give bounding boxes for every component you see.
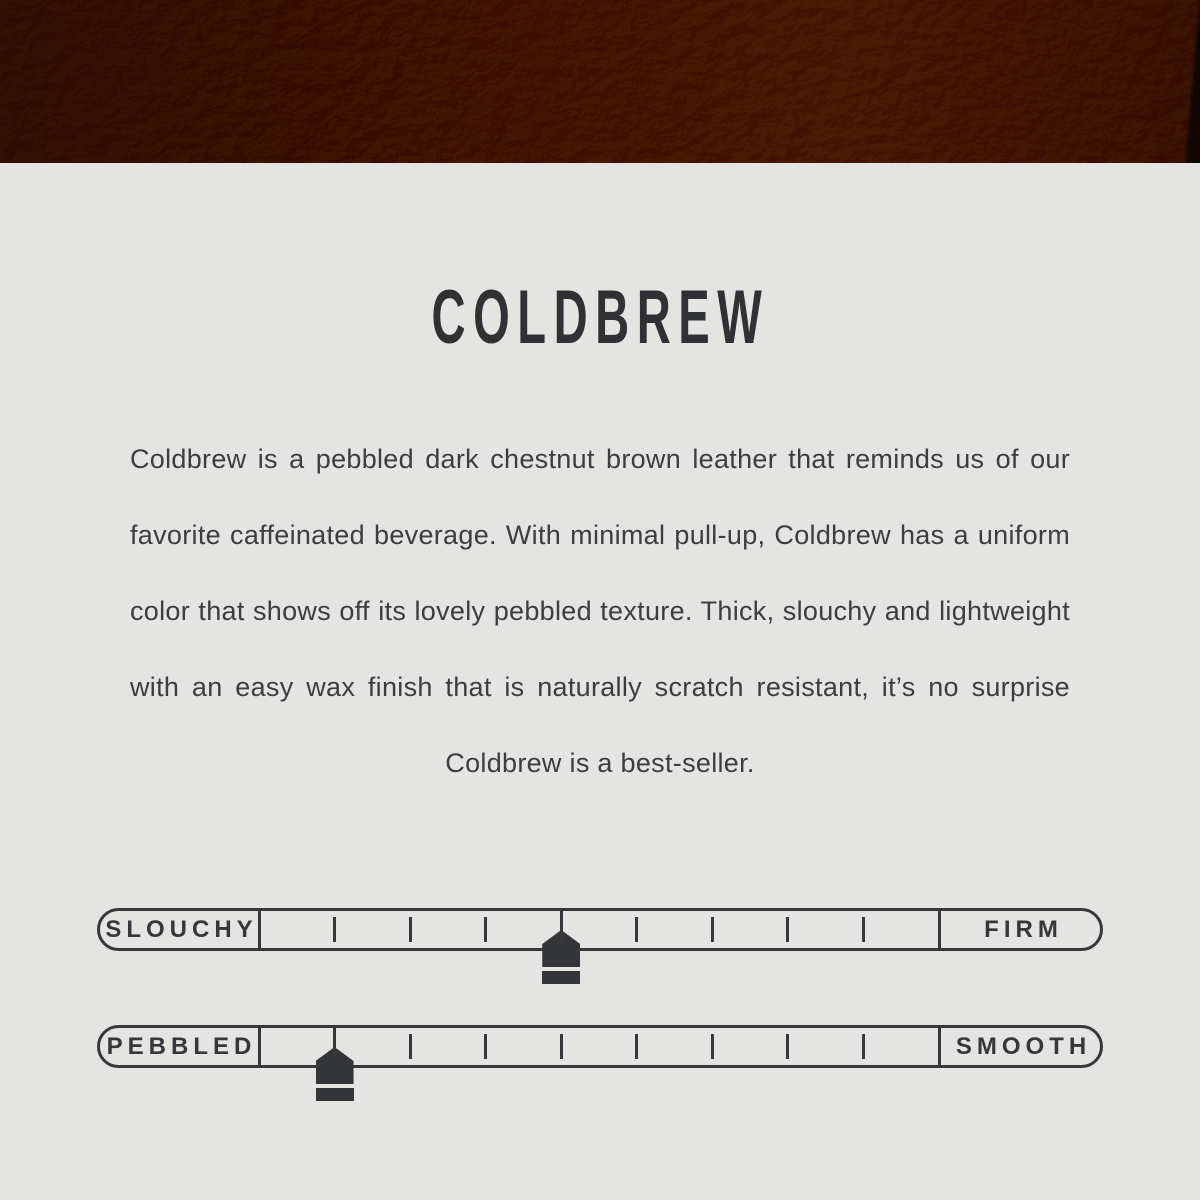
attribute-scales	[0, 908, 1200, 1068]
tick-mark	[484, 917, 487, 942]
scale-left-label: PEBBLED	[106, 1032, 257, 1060]
scale-right-label: FIRM	[984, 915, 1063, 943]
tick-mark	[333, 917, 336, 942]
tick-mark	[560, 1034, 563, 1059]
page-title	[0, 275, 1200, 360]
tick-mark	[484, 1034, 487, 1059]
pebbled-smooth-scale	[97, 1025, 1103, 1068]
scale-divider-left	[258, 1028, 261, 1065]
tick-mark	[786, 1034, 789, 1059]
scale-divider-right	[938, 911, 941, 948]
slouchy-firm-scale	[97, 908, 1103, 951]
scale-left-label: SLOUCHY	[105, 915, 258, 943]
tick-mark	[711, 1034, 714, 1059]
page-title-text: COLDBREW	[431, 275, 769, 360]
scale-right-label: SMOOTH	[955, 1032, 1092, 1060]
marker-bar-icon	[542, 971, 580, 984]
tick-mark	[409, 1034, 412, 1059]
marker-bar-icon	[316, 1088, 354, 1101]
tick-mark	[711, 917, 714, 942]
tick-mark	[333, 1034, 336, 1059]
leather-description: Coldbrew is a pebbled dark chestnut brown leather that reminds us of our favorite caffeinated beverage. With minimal pull-up, Coldbrew has a uniform color that shows off its lovely pebbled texture. Thick, slouchy and lightweight with an easy wax finish that is naturally scratch resistant, it’s no surprise Coldbrew is a best-seller.	[130, 444, 1070, 778]
tick-mark	[635, 1034, 638, 1059]
tick-mark	[409, 917, 412, 942]
tick-mark	[862, 917, 865, 942]
tick-mark	[786, 917, 789, 942]
scale-divider-left	[258, 911, 261, 948]
tick-mark	[560, 917, 563, 942]
leather-texture-image	[0, 0, 1200, 163]
scale-divider-right	[938, 1028, 941, 1065]
tick-mark	[862, 1034, 865, 1059]
tick-mark	[635, 917, 638, 942]
texture-shade-overlay	[0, 0, 1200, 163]
